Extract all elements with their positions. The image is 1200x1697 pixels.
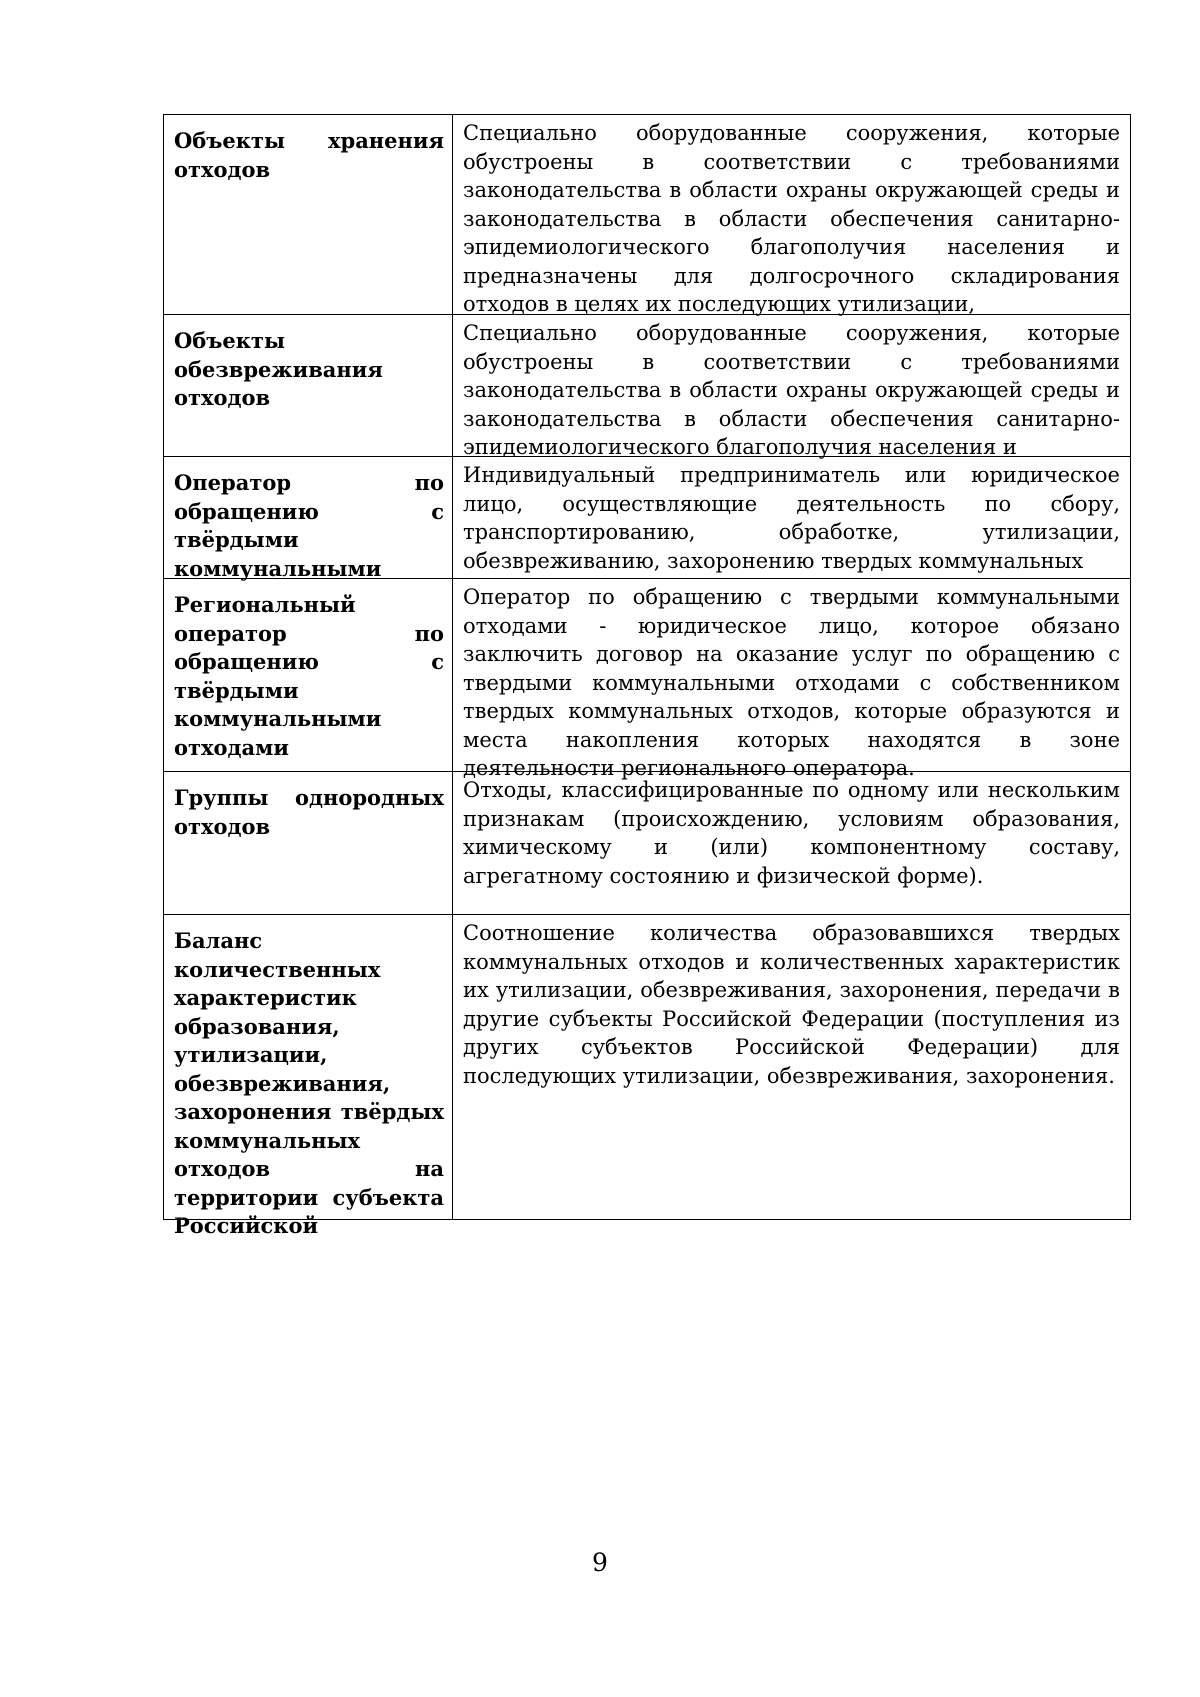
definition-text: Специально оборудованные сооружения, которые обустроены в соответствии с требованиями законодательства в области охраны окружающей среды и законодательства в области обеспечения санитарно-эпидемиологического благополучия населения и предназначены для долгосрочного складирования отходов в целях их последующих утилизации, (463, 121, 1120, 316)
term-text: Региональный оператор по обращению с твёрдыми коммунальными отходами (174, 592, 444, 760)
table-row (164, 579, 1131, 772)
table-row (164, 772, 1131, 915)
term-cell (164, 315, 453, 457)
term-text: Баланс количественных характеристик образования, утилизации, обезвреживания, захоронения твёрдых коммунальных отходов на территории субъекта Российской (174, 928, 444, 1238)
table-row (164, 115, 1131, 315)
term-cell (164, 915, 453, 1238)
definition-cell (453, 579, 1131, 780)
definition-cell (453, 915, 1131, 1220)
term-text: Оператор по обращению с твёрдыми коммунальными (174, 470, 444, 581)
table-row (164, 457, 1131, 579)
term-cell (164, 772, 453, 915)
table-row (164, 315, 1131, 457)
definition-text: Соотношение количества образовавшихся твердых коммунальных отходов и количественных характеристик их утилизации, обезвреживания, захоронения, передачи в другие субъекты Российской Федерации (поступления из других субъектов Российской Федерации) для последующих утилизации, обезвреживания, захоронения. (463, 921, 1120, 1088)
term-cell (164, 457, 453, 579)
definition-cell (453, 772, 1131, 915)
term-cell (164, 579, 453, 772)
definition-cell (453, 315, 1131, 457)
definition-cell (453, 115, 1131, 315)
term-text: Объекты обезвреживания отходов (174, 328, 383, 410)
term-text: Объекты хранения отходов (174, 128, 444, 182)
definition-cell (453, 457, 1131, 579)
definition-text: Специально оборудованные сооружения, которые обустроены в соответствии с требованиями законодательства в области охраны окружающей среды и законодательства в области обеспечения санитарно-эпидемиологического благополучия населения и (463, 321, 1120, 459)
definition-text: Оператор по обращению с твердыми коммунальными отходами - юридическое лицо, которое обязано заключить договор на оказание услуг по обращению с твердыми коммунальными отходами с собственником твердых коммунальных отходов, которые образуются и места накопления которых находятся в зоне деятельности регионального оператора. (463, 585, 1120, 780)
terms-table (163, 114, 1131, 1238)
definition-text: Отходы, классифицированные по одному или нескольким признакам (происхождению, условиям образования, химическому и (или) компонентному составу, агрегатному состоянию и физической форме). (463, 778, 1120, 888)
term-text: Группы однородных отходов (174, 785, 444, 839)
definition-text: Индивидуальный предприниматель или юридическое лицо, осуществляющие деятельность по сбору, транспортированию, обработке, утилизации, обезвреживанию, захоронению твердых коммунальных (463, 463, 1120, 573)
table-row (164, 915, 1131, 1220)
page-number: 9 (592, 1548, 608, 1577)
term-cell (164, 115, 453, 315)
